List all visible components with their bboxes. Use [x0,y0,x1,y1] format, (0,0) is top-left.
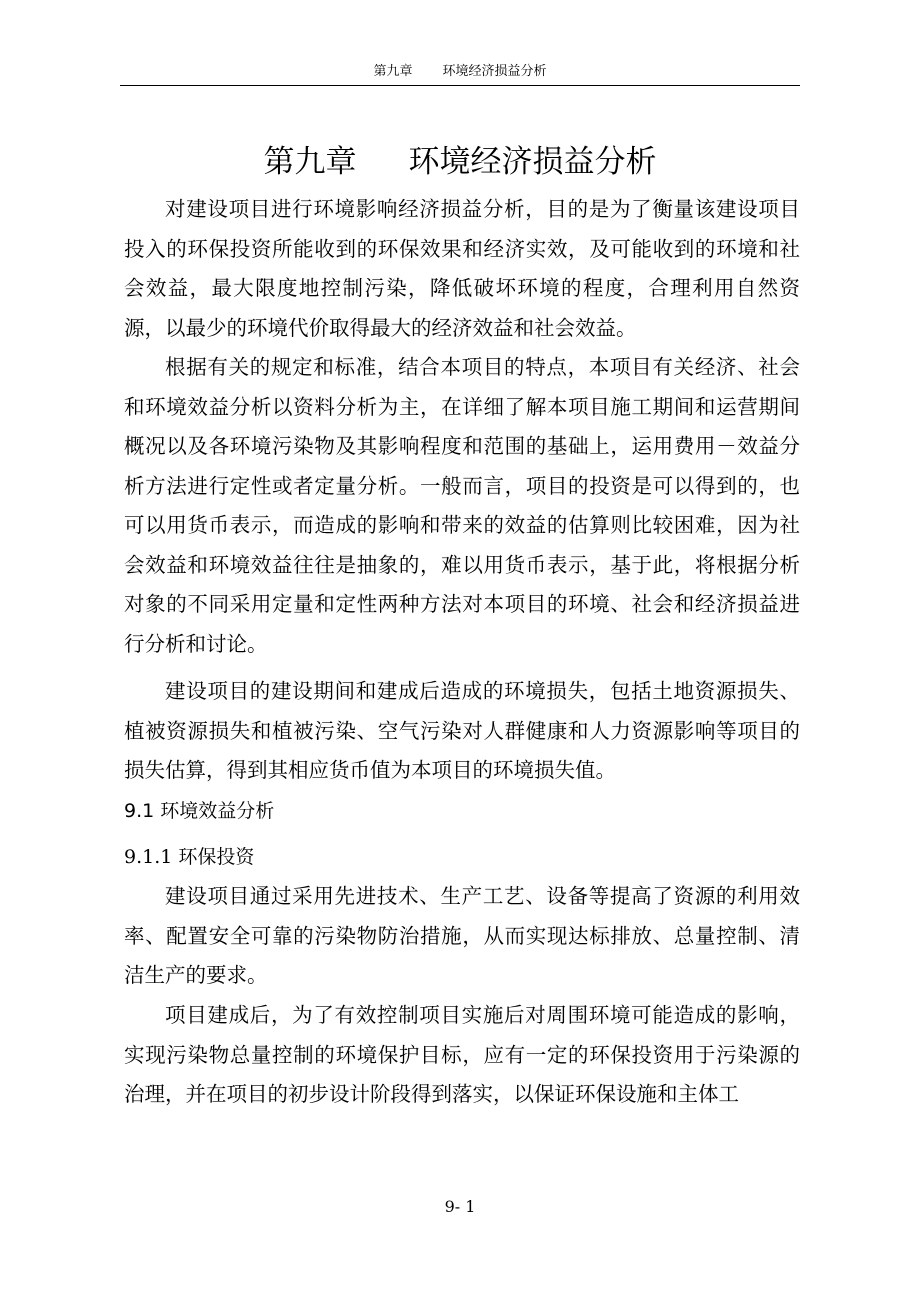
intro-paragraph: 对建设项目进行环境影响经济损益分析，目的是为了衡量该建设项目投入的环保投资所能收到的环保效果和经济实效，及可能收到的环境和社会效益，最大限度地控制污染，降低破坏环境的程度，合理利用自然资源，以最少的环境代价取得最大的经济效益和社会效益。 [124,197,800,340]
intro-paragraph: 根据有关的规定和标准，结合本项目的特点，本项目有关经济、社会和环境效益分析以资料分析为主，在详细了解本项目施工期间和运营期间概况以及各环境污染物及其影响程度和范围的基础上，运用费用－效益分析方法进行定性或者定量分析。一般而言，项目的投资是可以得到的，也可以用货币表示，而造成的影响和带来的效益的估算则比较困难，因为社会效益和环境效益往往是抽象的，难以用货币表示，基于此，将根据分析对象的不同采用定量和定性两种方法对本项目的环境、社会和经济损益进行分析和讨论。 [124,355,800,656]
subsection-paragraph-2-block [124,996,800,1115]
subsection-heading: 9.1.1 环保投资 [124,846,255,868]
header-rule [120,85,800,86]
subsection-paragraph-1-block [124,877,800,996]
intro-paragraph-1-block [124,190,800,348]
chapter-title-number: 第九章 [263,144,357,180]
page-number: 9- 1 [444,1197,476,1216]
subsection-heading-block [124,838,800,878]
running-header [120,62,800,82]
intro-paragraph: 建设项目的建设期间和建成后造成的环境损失，包括土地资源损失、植被资源损失和植被污染、空气污染对人群健康和人力资源影响等项目的损失估算，得到其相应货币值为本项目的环境损失值。 [124,679,800,782]
chapter-title [120,140,800,184]
section-heading: 9.1 环境效益分析 [124,800,275,822]
intro-paragraph-2-block [124,348,800,664]
chapter-title-topic: 环境经济损益分析 [408,144,657,180]
intro-paragraph-3-block [124,672,800,791]
subsection-paragraph: 项目建成后，为了有效控制项目实施后对周围环境可能造成的影响，实现污染物总量控制的环境保护目标，应有一定的环保投资用于污染源的治理，并在项目的初步设计阶段得到落实，以保证环保设施和主体工 [124,1003,800,1106]
running-header-chapter: 第九章 [373,64,413,79]
running-header-topic: 环境经济损益分析 [442,64,547,79]
section-heading-block [124,792,800,832]
subsection-paragraph: 建设项目通过采用先进技术、生产工艺、设备等提高了资源的利用效率、配置安全可靠的污染物防治措施，从而实现达标排放、总量控制、清洁生产的要求。 [124,884,800,987]
